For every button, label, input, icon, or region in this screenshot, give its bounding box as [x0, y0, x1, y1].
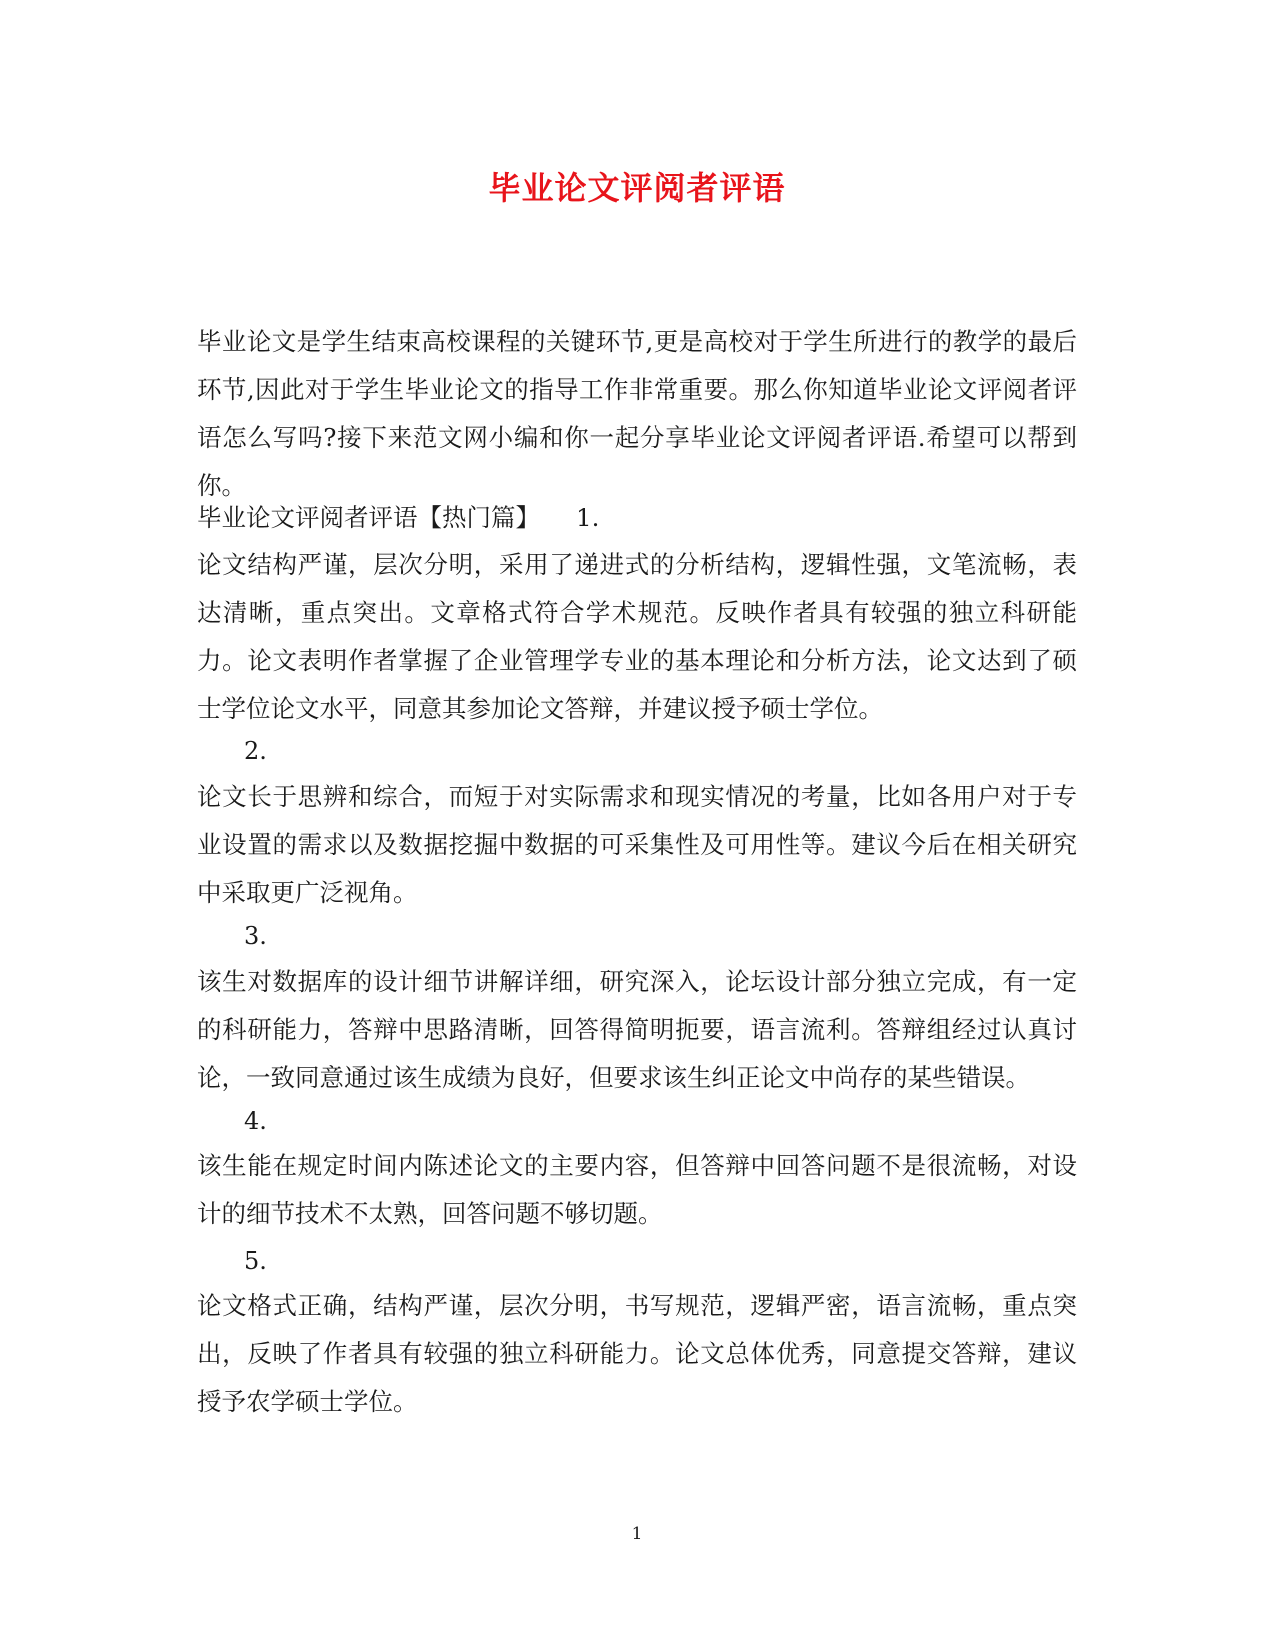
- item-number-4: 4.: [244, 1107, 267, 1135]
- intro-paragraph: 毕业论文是学生结束高校课程的关键环节,更是高校对于学生所进行的教学的最后环节,因此对于学生毕业论文的指导工作非常重要。那么你知道毕业论文评阅者评语怎么写吗?接下来范文网小编和你一起分享毕业论文评阅者评语.希望可以帮到你。: [197, 327, 1077, 500]
- item-text-4: 该生能在规定时间内陈述论文的主要内容，但答辩中回答问题不是很流畅，对设计的细节技术不太熟，回答问题不够切题。: [197, 1151, 1077, 1228]
- item-text-5: 论文格式正确，结构严谨，层次分明，书写规范，逻辑严密，语言流畅，重点突出，反映了作者具有较强的独立科研能力。论文总体优秀，同意提交答辩，建议授予农学硕士学位。: [197, 1291, 1077, 1416]
- section-heading: 毕业论文评阅者评语【热门篇】: [197, 503, 540, 532]
- item-text-2: 论文长于思辨和综合，而短于对实际需求和现实情况的考量，比如各用户对于专业设置的需求以及数据挖掘中数据的可采集性及可用性等。建议今后在相关研究中采取更广泛视角。: [197, 782, 1077, 907]
- item-number-5: 5.: [244, 1247, 267, 1275]
- item-number-1: 1.: [576, 503, 600, 532]
- item-number-2: 2.: [244, 737, 267, 765]
- item-text-1: 论文结构严谨，层次分明，采用了递进式的分析结构，逻辑性强，文笔流畅，表达清晰，重点突出。文章格式符合学术规范。反映作者具有较强的独立科研能力。论文表明作者掌握了企业管理学专业的基本理论和分析方法，论文达到了硕士学位论文水平，同意其参加论文答辩，并建议授予硕士学位。: [197, 550, 1077, 723]
- item-number-3: 3.: [244, 922, 267, 950]
- item-text-3: 该生对数据库的设计细节讲解详细，研究深入，论坛设计部分独立完成，有一定的科研能力，答辩中思路清晰，回答得简明扼要，语言流利。答辩组经过认真讨论，一致同意通过该生成绩为良好，但要求该生纠正论文中尚存的某些错误。: [197, 967, 1077, 1092]
- page-number: 1: [631, 1524, 643, 1544]
- section-heading-line: [197, 494, 599, 542]
- page-title: 毕业论文评阅者评语: [488, 169, 786, 207]
